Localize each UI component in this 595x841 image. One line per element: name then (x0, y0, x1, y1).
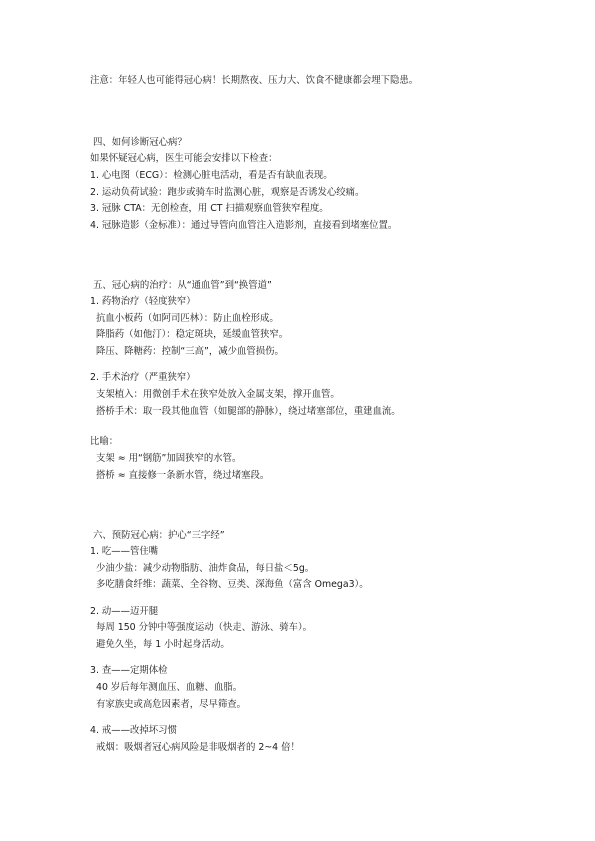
drug-item-antiplatelet: 抗血小板药（如阿司匹林）：防止血栓形成。 (96, 313, 279, 324)
surgery-treatment-heading: 2. 手术治疗（严重狭窄） (90, 372, 196, 383)
section-5-title: 五、冠心病的治疗：从“通血管”到“换管道” (93, 280, 272, 291)
prevention-quit-heading: 4. 戒——改掉坏习惯 (90, 725, 177, 736)
drug-item-statin: 降脂药（如他汀）：稳定斑块，延缓血管狭窄。 (96, 329, 289, 340)
prevention-eat-item: 多吃膳食纤维：蔬菜、全谷物、豆类、深海鱼（富含 Omega3）。 (96, 579, 369, 590)
prevention-check-item: 40 岁后每年测血压、血糖、血脂。 (96, 682, 243, 693)
section-4-intro: 如果怀疑冠心病，医生可能会安排以下检查： (90, 153, 278, 164)
drug-treatment-heading: 1. 药物治疗（轻度狭窄） (90, 296, 196, 307)
notice-text: 注意：年轻人也可能得冠心病！长期熬夜、压力大、饮食不健康都会埋下隐患。 (90, 75, 419, 86)
analogy-item-stent: 支架 ≈ 用“钢筋”加固狭窄的水管。 (96, 453, 242, 464)
diagnosis-item-stress-test: 2. 运动负荷试验：跑步或骑车时监测心脏，观察是否诱发心绞痛。 (90, 187, 365, 198)
analogy-item-bypass: 搭桥 ≈ 直接修一条新水管，绕过堵塞段。 (96, 470, 270, 481)
drug-item-bp-glucose: 降压、降糖药：控制“三高”，减少血管损伤。 (96, 346, 284, 357)
analogy-label: 比喻： (90, 436, 119, 447)
diagnosis-item-ecg: 1. 心电图（ECG）：检测心脏电活动，看是否有缺血表现。 (90, 170, 333, 181)
section-4-title: 四、如何诊断冠心病？ (93, 137, 187, 148)
prevention-move-item: 避免久坐，每 1 小时起身活动。 (96, 639, 230, 650)
section-6-title: 六、预防冠心病：护心“三字经” (93, 530, 225, 541)
surgery-item-bypass: 搭桥手术：取一段其他血管（如腿部的静脉），绕过堵塞部位，重建血流。 (96, 406, 401, 417)
prevention-quit-item: 戒烟：吸烟者冠心病风险是非吸烟者的 2~4 倍！ (96, 742, 300, 753)
prevention-move-heading: 2. 动——迈开腿 (90, 606, 159, 617)
prevention-check-item: 有家族史或高危因素者，尽早筛查。 (96, 699, 247, 710)
prevention-check-heading: 3. 查——定期体检 (90, 665, 168, 676)
surgery-item-stent: 支架植入：用微创手术在狭窄处放入金属支架，撑开血管。 (96, 389, 340, 400)
diagnosis-item-cta: 3. 冠脉 CTA：无创检查，用 CT 扫描观察血管狭窄程度。 (90, 203, 329, 214)
diagnosis-item-angiography: 4. 冠脉造影（金标准）：通过导管向血管注入造影剂，直接看到堵塞位置。 (90, 220, 398, 231)
prevention-eat-heading: 1. 吃——管住嘴 (90, 546, 159, 557)
prevention-eat-item: 少油少盐：减少动物脂肪、油炸食品，每日盐＜5g。 (96, 563, 315, 574)
prevention-move-item: 每周 150 分钟中等强度运动（快走、游泳、骑车）。 (96, 622, 313, 633)
